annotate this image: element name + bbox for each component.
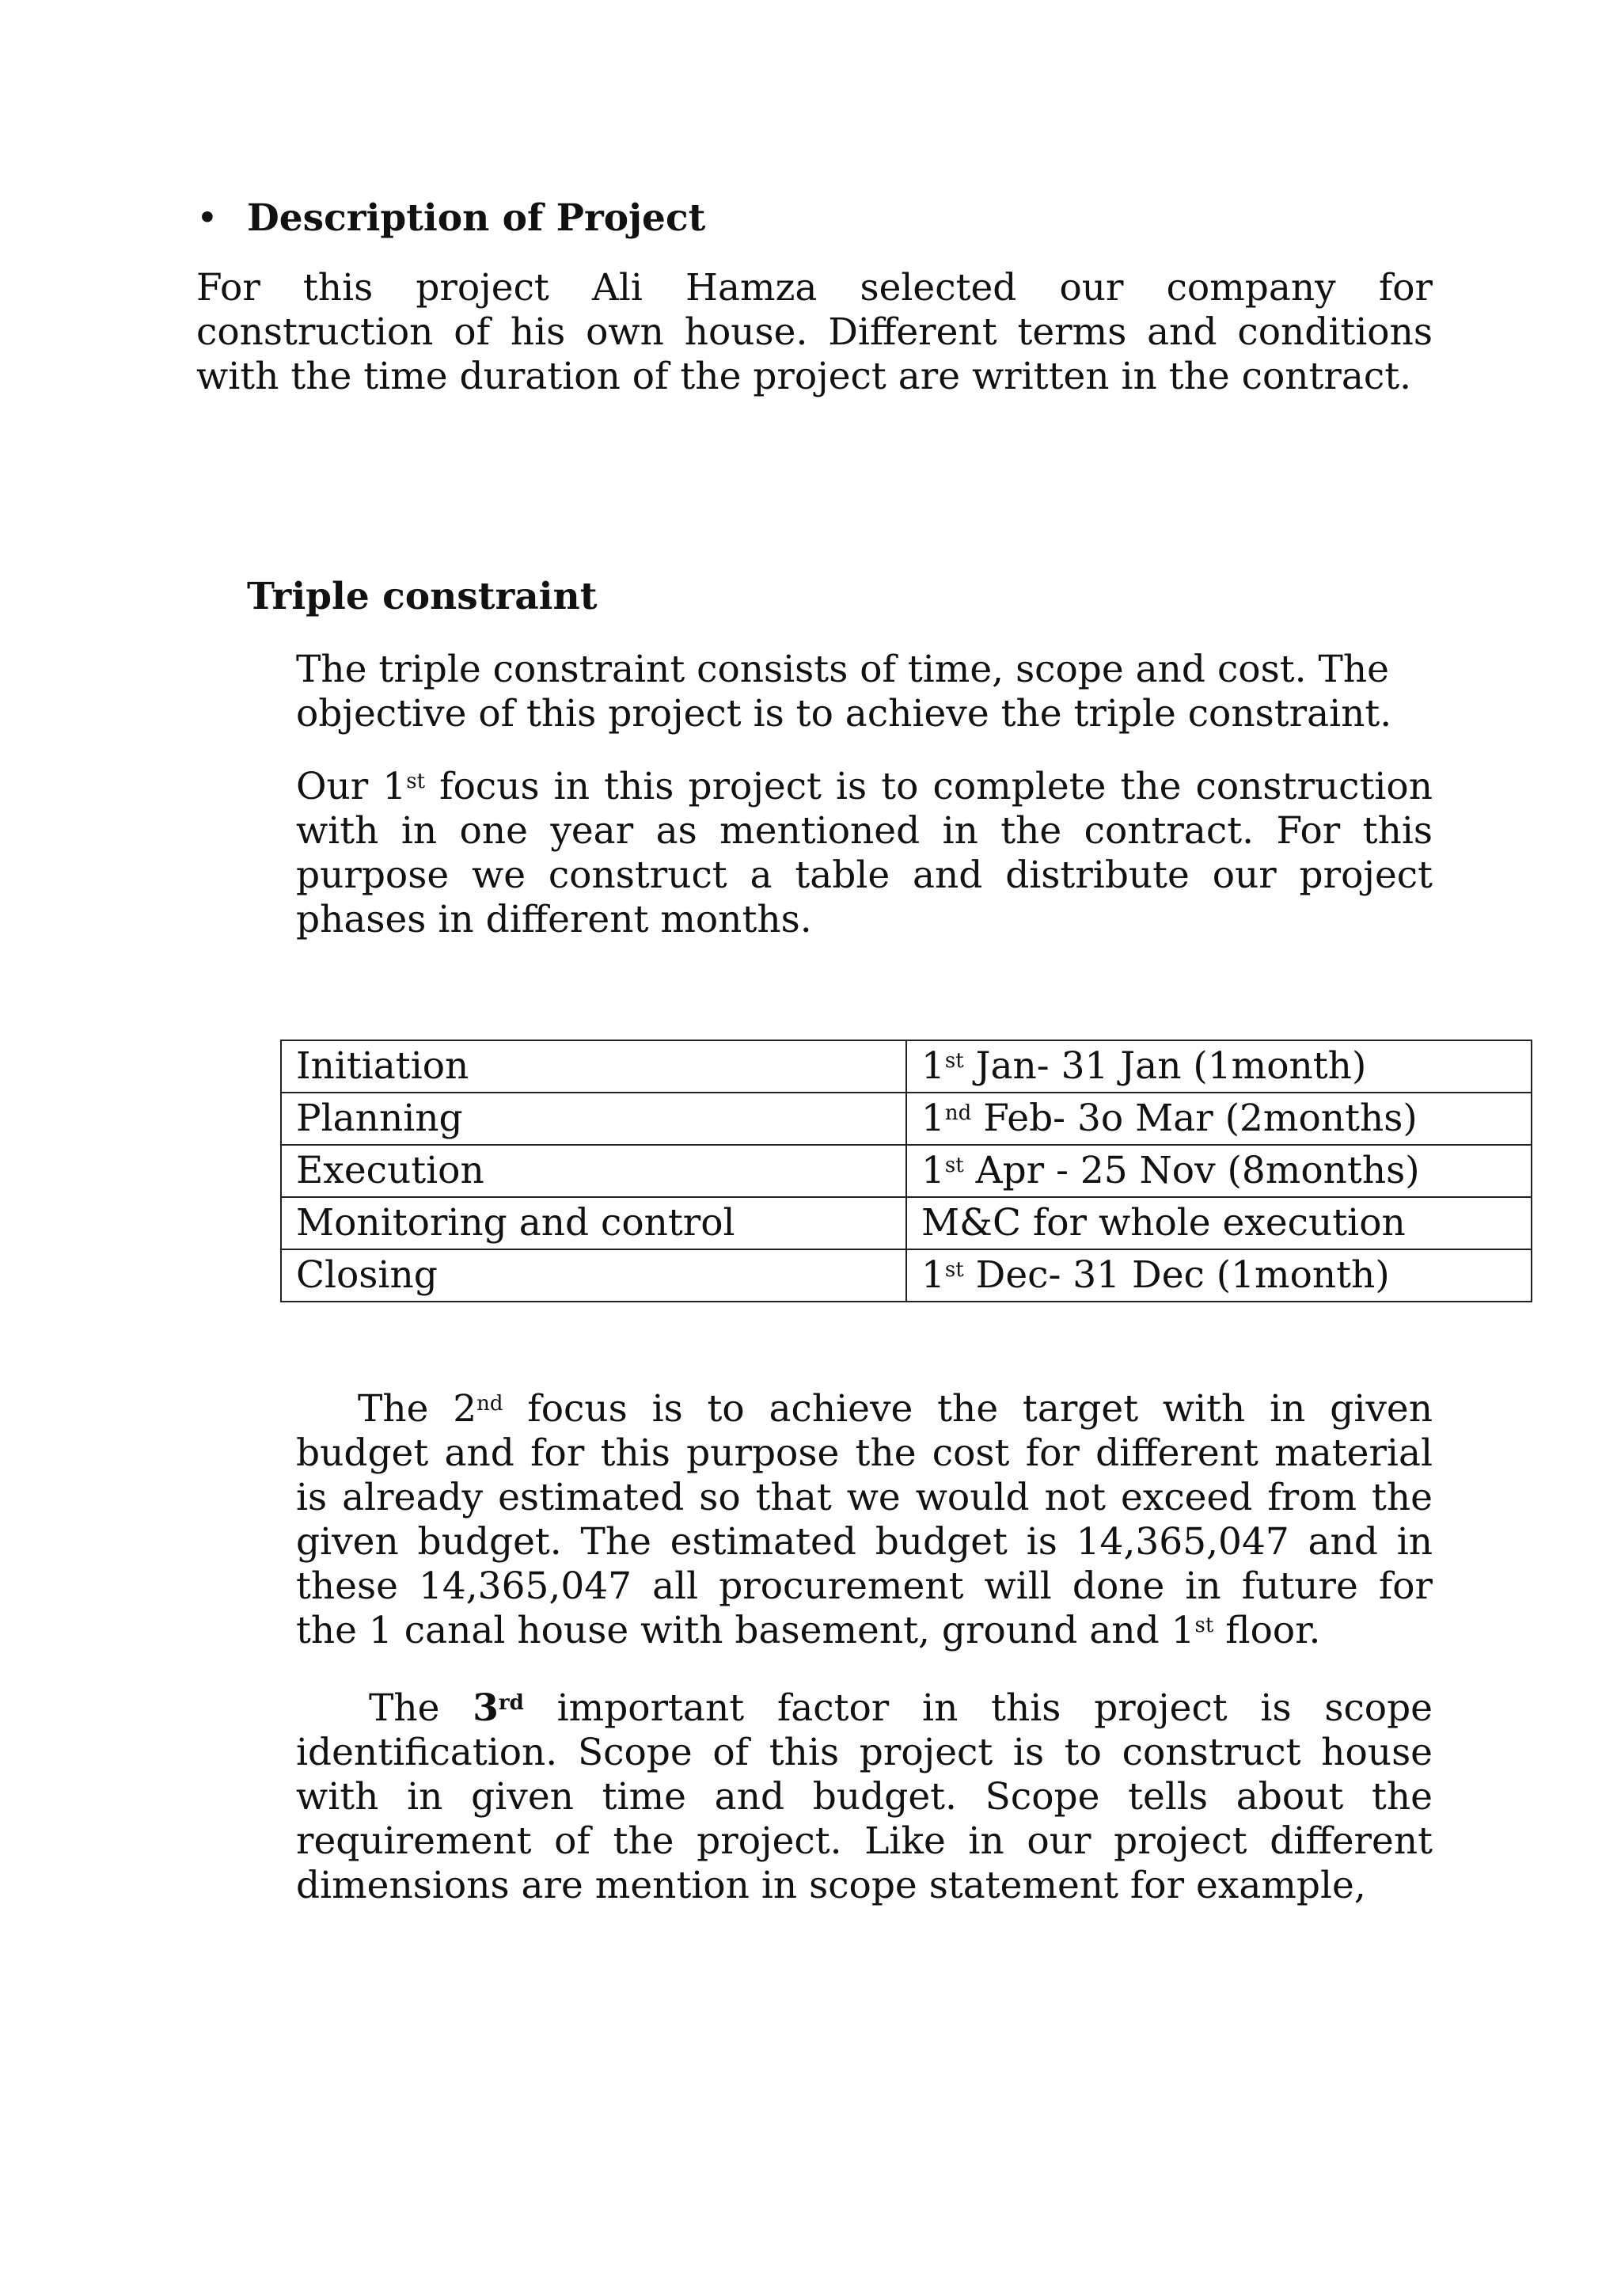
duration-rest: Dec- 31 Dec (1month): [963, 1253, 1390, 1297]
table-row: [281, 1040, 1532, 1093]
duration-rest: Feb- 3o Mar (2months): [971, 1097, 1418, 1140]
duration-rest: Jan- 31 Jan (1month): [963, 1044, 1367, 1088]
phase-duration-cell: [906, 1040, 1532, 1093]
p2-superscript: st: [406, 770, 426, 793]
p2-text-a: Our 1: [296, 765, 407, 808]
phase-duration-cell: [906, 1249, 1532, 1302]
duration-superscript: st: [944, 1258, 964, 1282]
phase-duration-cell: [906, 1197, 1532, 1249]
phase-duration-cell: [906, 1093, 1532, 1145]
budget-superscript-1: nd: [476, 1392, 503, 1416]
description-heading-text: Description of Project: [247, 196, 706, 240]
phase-name-cell: Monitoring and control: [281, 1197, 906, 1249]
table-row: [281, 1093, 1532, 1145]
phase-name-cell: Planning: [281, 1093, 906, 1145]
scope-superscript: rd: [498, 1691, 524, 1715]
triple-constraint-paragraph-2: [296, 765, 1433, 942]
p2-text-b: focus in this project is to complete the construction with in one year as mentioned in the contract. For this purpose we construct a table and distribute our project phases in different months.: [296, 765, 1433, 941]
triple-constraint-heading: Triple constraint: [247, 575, 598, 618]
budget-superscript-2: st: [1194, 1614, 1214, 1637]
duration-superscript: st: [944, 1049, 964, 1073]
budget-text-a: The 2: [358, 1387, 477, 1431]
budget-text-c: floor.: [1213, 1609, 1321, 1652]
table-row: [281, 1249, 1532, 1302]
budget-text-b: focus is to achieve the target with in given budget and for this purpose the cost for different material is already estimated so that we would not exceed from the given budget. The estimated budget is 14,365,047 and in these 14,365,047 all procurement will done in future for the 1 canal house with basement, ground and 1: [296, 1387, 1433, 1652]
phase-name-cell: Execution: [281, 1145, 906, 1197]
duration-start: 1: [921, 1097, 945, 1140]
duration-superscript: st: [944, 1154, 964, 1177]
duration-start: 1: [921, 1044, 945, 1088]
scope-paragraph: [296, 1686, 1433, 1908]
table-row: [281, 1197, 1532, 1249]
duration-rest: Apr - 25 Nov (8months): [963, 1149, 1420, 1192]
duration-superscript: nd: [944, 1101, 972, 1125]
duration-start: 1: [921, 1253, 945, 1297]
project-phases-body: [281, 1040, 1532, 1302]
phase-duration-cell: [906, 1145, 1532, 1197]
duration-start: M&C for whole execution: [921, 1201, 1406, 1245]
scope-ordinal: 3: [473, 1686, 499, 1730]
scope-text-c: important factor in this project is scope identification. Scope of this project is to construct house with in given time and budget. Scope tells about the requirement of the project. Like in our project different dimensions are mention in scope statement for example,: [296, 1686, 1433, 1907]
budget-paragraph: [296, 1387, 1433, 1653]
phase-name-cell: Closing: [281, 1249, 906, 1302]
scope-text-a: The: [369, 1686, 473, 1730]
bullet-icon: •: [196, 196, 218, 240]
description-paragraph: For this project Ali Hamza selected our company for construction of his own house. Different terms and conditions with the time duration of the project are written in the contract.: [196, 266, 1433, 398]
duration-start: 1: [921, 1149, 945, 1192]
table-row: [281, 1145, 1532, 1197]
phase-name-cell: Initiation: [281, 1040, 906, 1093]
description-heading: [196, 196, 705, 241]
project-phases-table: [280, 1040, 1532, 1302]
triple-constraint-paragraph-1: The triple constraint consists of time, scope and cost. The objective of this project is to achieve the triple constraint.: [296, 648, 1392, 736]
